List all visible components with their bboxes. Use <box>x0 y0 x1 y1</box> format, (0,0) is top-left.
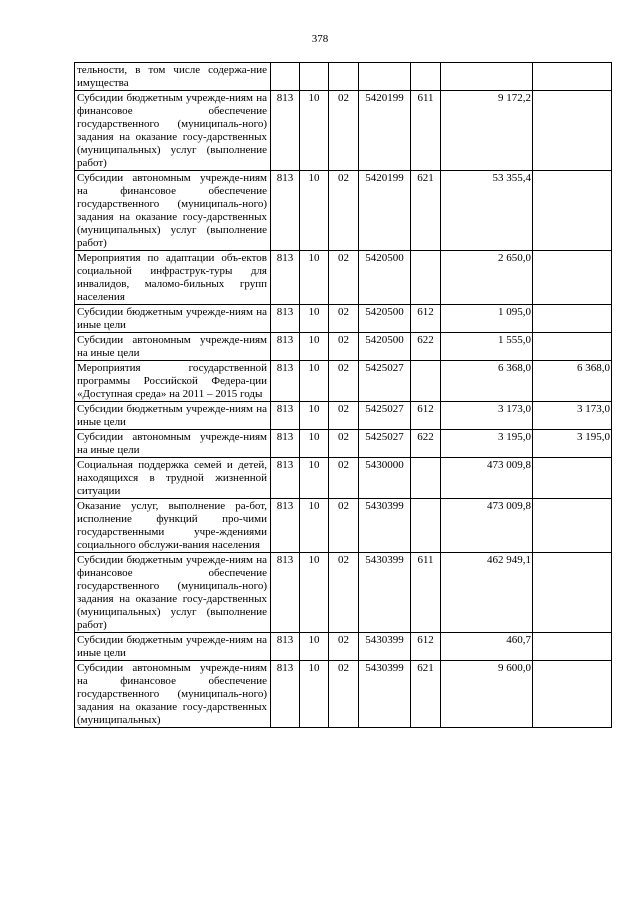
cell-expense-type <box>411 63 441 91</box>
cell-grbs-code: 813 <box>271 251 300 305</box>
table-row <box>75 499 612 553</box>
cell-amount: 460,7 <box>441 633 533 661</box>
cell-target-code: 5420199 <box>359 171 411 251</box>
cell-subsection-code: 02 <box>329 333 359 361</box>
budget-table <box>74 62 612 728</box>
cell-amount: 2 650,0 <box>441 251 533 305</box>
cell-expense-type: 621 <box>411 661 441 728</box>
table-row <box>75 251 612 305</box>
cell-grbs-code: 813 <box>271 553 300 633</box>
cell-grbs-code: 813 <box>271 633 300 661</box>
cell-amount-federal <box>533 305 612 333</box>
cell-expense-type <box>411 458 441 499</box>
cell-amount: 9 172,2 <box>441 91 533 171</box>
cell-name: Мероприятия по адаптации объ-ектов социальной инфраструк-туры для инвалидов, маломо-бильных групп населения <box>75 251 271 305</box>
cell-subsection-code: 02 <box>329 171 359 251</box>
cell-expense-type: 611 <box>411 91 441 171</box>
cell-section-code: 10 <box>300 553 329 633</box>
cell-section-code: 10 <box>300 91 329 171</box>
cell-subsection-code: 02 <box>329 430 359 458</box>
cell-target-code: 5425027 <box>359 430 411 458</box>
cell-expense-type: 622 <box>411 333 441 361</box>
table-row <box>75 661 612 728</box>
cell-grbs-code: 813 <box>271 333 300 361</box>
cell-amount: 462 949,1 <box>441 553 533 633</box>
cell-section-code: 10 <box>300 499 329 553</box>
cell-amount-federal <box>533 633 612 661</box>
cell-target-code <box>359 63 411 91</box>
cell-subsection-code: 02 <box>329 402 359 430</box>
cell-grbs-code <box>271 63 300 91</box>
cell-amount: 3 195,0 <box>441 430 533 458</box>
cell-section-code: 10 <box>300 633 329 661</box>
cell-amount-federal <box>533 458 612 499</box>
table-row <box>75 553 612 633</box>
cell-amount: 6 368,0 <box>441 361 533 402</box>
cell-target-code: 5420500 <box>359 305 411 333</box>
cell-name: Мероприятия государственной программы Российской Федера-ции «Доступная среда» на 2011 – 2015 годы <box>75 361 271 402</box>
cell-expense-type: 621 <box>411 171 441 251</box>
table-row <box>75 402 612 430</box>
cell-amount-federal <box>533 63 612 91</box>
cell-amount-federal: 6 368,0 <box>533 361 612 402</box>
cell-name: Субсидии бюджетным учрежде-ниям на финансовое обеспечение государственного (муниципаль-ного) задания на оказание госу-дарственных (муниципальных) услуг (выполнение работ) <box>75 91 271 171</box>
cell-section-code: 10 <box>300 458 329 499</box>
cell-expense-type <box>411 499 441 553</box>
cell-amount-federal <box>533 251 612 305</box>
cell-target-code: 5420500 <box>359 333 411 361</box>
cell-target-code: 5430399 <box>359 661 411 728</box>
cell-subsection-code: 02 <box>329 661 359 728</box>
cell-subsection-code: 02 <box>329 499 359 553</box>
cell-amount: 1 095,0 <box>441 305 533 333</box>
cell-amount: 9 600,0 <box>441 661 533 728</box>
cell-grbs-code: 813 <box>271 402 300 430</box>
cell-target-code: 5430399 <box>359 499 411 553</box>
cell-amount-federal <box>533 499 612 553</box>
cell-name: Субсидии бюджетным учрежде-ниям на финансовое обеспечение государственного (муниципаль-ного) задания на оказание госу-дарственных (муниципальных) услуг (выполнение работ) <box>75 553 271 633</box>
cell-target-code: 5420500 <box>359 251 411 305</box>
cell-section-code: 10 <box>300 430 329 458</box>
cell-section-code: 10 <box>300 333 329 361</box>
cell-grbs-code: 813 <box>271 458 300 499</box>
cell-name: Субсидии автономным учрежде-ниям на финансовое обеспечение государственного (муниципаль-ного) задания на оказание госу-дарственных (муниципальных) услуг (выполнение работ) <box>75 171 271 251</box>
cell-amount: 3 173,0 <box>441 402 533 430</box>
cell-grbs-code: 813 <box>271 361 300 402</box>
table-row <box>75 361 612 402</box>
cell-target-code: 5420199 <box>359 91 411 171</box>
table-row <box>75 63 612 91</box>
table-row <box>75 305 612 333</box>
cell-name: Субсидии автономным учрежде-ниям на иные цели <box>75 333 271 361</box>
cell-amount-federal <box>533 553 612 633</box>
cell-name: Субсидии бюджетным учрежде-ниям на иные цели <box>75 305 271 333</box>
cell-expense-type <box>411 251 441 305</box>
cell-expense-type: 612 <box>411 633 441 661</box>
cell-name: Субсидии автономным учрежде-ниям на финансовое обеспечение государственного (муниципаль-ного) задания на оказание госу-дарственных (муниципальных) <box>75 661 271 728</box>
cell-subsection-code: 02 <box>329 91 359 171</box>
cell-expense-type: 611 <box>411 553 441 633</box>
cell-name: Оказание услуг, выполнение ра-бот, исполнение функций про-чими государственными учре-ждениями социального обслужи-вания населения <box>75 499 271 553</box>
cell-name: Субсидии автономным учрежде-ниям на иные цели <box>75 430 271 458</box>
cell-subsection-code: 02 <box>329 458 359 499</box>
cell-section-code: 10 <box>300 305 329 333</box>
cell-target-code: 5430000 <box>359 458 411 499</box>
cell-grbs-code: 813 <box>271 430 300 458</box>
cell-amount: 473 009,8 <box>441 458 533 499</box>
cell-amount-federal: 3 195,0 <box>533 430 612 458</box>
cell-grbs-code: 813 <box>271 91 300 171</box>
cell-subsection-code <box>329 63 359 91</box>
cell-target-code: 5425027 <box>359 402 411 430</box>
cell-expense-type: 612 <box>411 305 441 333</box>
cell-name: Субсидии бюджетным учрежде-ниям на иные цели <box>75 402 271 430</box>
cell-expense-type: 612 <box>411 402 441 430</box>
table-row <box>75 633 612 661</box>
cell-amount: 53 355,4 <box>441 171 533 251</box>
cell-section-code: 10 <box>300 171 329 251</box>
cell-amount-federal <box>533 661 612 728</box>
table-row <box>75 91 612 171</box>
cell-grbs-code: 813 <box>271 171 300 251</box>
cell-name: тельности, в том числе содержа-ние имущества <box>75 63 271 91</box>
cell-amount-federal <box>533 91 612 171</box>
cell-grbs-code: 813 <box>271 661 300 728</box>
cell-grbs-code: 813 <box>271 305 300 333</box>
cell-amount-federal <box>533 171 612 251</box>
cell-amount-federal <box>533 333 612 361</box>
cell-section-code: 10 <box>300 661 329 728</box>
table-row <box>75 458 612 499</box>
cell-amount-federal: 3 173,0 <box>533 402 612 430</box>
cell-amount: 473 009,8 <box>441 499 533 553</box>
table-row <box>75 171 612 251</box>
cell-section-code <box>300 63 329 91</box>
table-body <box>75 63 612 728</box>
cell-target-code: 5430399 <box>359 553 411 633</box>
cell-subsection-code: 02 <box>329 361 359 402</box>
table-row <box>75 333 612 361</box>
cell-grbs-code: 813 <box>271 499 300 553</box>
cell-section-code: 10 <box>300 361 329 402</box>
cell-subsection-code: 02 <box>329 305 359 333</box>
cell-section-code: 10 <box>300 251 329 305</box>
cell-amount <box>441 63 533 91</box>
cell-target-code: 5425027 <box>359 361 411 402</box>
cell-section-code: 10 <box>300 402 329 430</box>
cell-target-code: 5430399 <box>359 633 411 661</box>
cell-name: Субсидии бюджетным учрежде-ниям на иные цели <box>75 633 271 661</box>
cell-subsection-code: 02 <box>329 633 359 661</box>
cell-expense-type: 622 <box>411 430 441 458</box>
cell-name: Социальная поддержка семей и детей, находящихся в трудной жизненной ситуации <box>75 458 271 499</box>
cell-expense-type <box>411 361 441 402</box>
page-number: 378 <box>311 33 329 45</box>
cell-subsection-code: 02 <box>329 251 359 305</box>
cell-subsection-code: 02 <box>329 553 359 633</box>
cell-amount: 1 555,0 <box>441 333 533 361</box>
table-row <box>75 430 612 458</box>
